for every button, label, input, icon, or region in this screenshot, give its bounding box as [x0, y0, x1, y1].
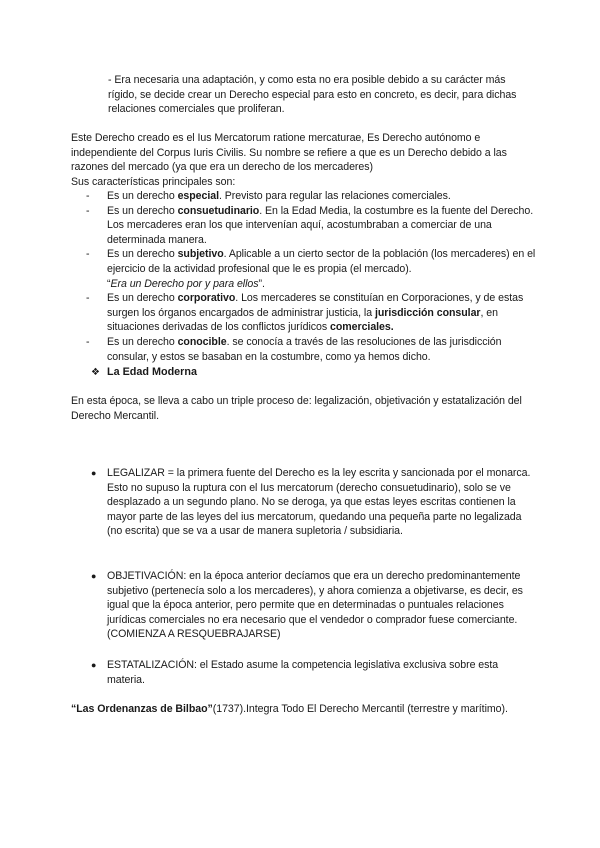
section-heading-text: La Edad Moderna [107, 366, 197, 378]
list-item-text: Es un derecho conocible. se conocía a través de las resoluciones de las jurisdicción consular, y estos se basaban en la costumbre, como ya hemos dicho. [107, 335, 502, 363]
bullet-icon: ● [91, 571, 97, 581]
edad-moderna-intro: En esta época, se lleva a cabo un triple proceso de: legalización, objetivación y estatalización del Derecho Mercantil. [71, 395, 522, 422]
ordenanzas-text: (1737).Integra Todo El Derecho Mercantil (terrestre y marítimo). [212, 703, 508, 715]
dash-marker: - [86, 248, 90, 261]
bullet-item-objetivacion [91, 569, 531, 642]
intro-paragraph: - Era necesaria una adaptación, y como esta no era posible debido a su carácter más rígido, se decide crear un Derecho especial para esto en concreto, es decir, para dichas relaciones comerciales que proliferan. [108, 74, 517, 116]
bullet-main-text: OBJETIVACIÓN: en la época anterior decíamos que era un derecho predominantemente subjetivo (pertenecía solo a los mercaderes), y ahora comienza a objetivarse, es decir, es igual que la época anterior, pero permite que en determinadas o puntuales relaciones jurídicas comerciales no era necesario que el vendedor o comprador fuese comerciante. (COMIENZA A RESQUEBRAJARSE) [107, 570, 523, 641]
bullet-icon: ● [91, 660, 97, 670]
bullet-main-text: ESTATALIZACIÓN: el Estado asume la competencia legislativa exclusiva sobre esta materia. [107, 659, 499, 686]
ordenanzas-title: “Las Ordenanzas de Bilbao” [71, 703, 213, 715]
characteristics-lead: Sus características principales son: [71, 175, 236, 188]
bullet-item-legalizar [91, 466, 531, 539]
dash-marker: - [86, 335, 90, 348]
ius-mercatorum-paragraph [71, 131, 531, 189]
list-item-text: Es un derecho subjetivo. Aplicable a un cierto sector de la población (los mercaderes) en el ejercicio de la actividad profesional que le es propia (el mercado). “Era un Derecho por y para ellos”. [107, 248, 536, 290]
list-item [86, 204, 536, 248]
diamond-bullet-icon: ❖ [91, 366, 100, 378]
ordenanzas-paragraph [71, 702, 531, 717]
bullet-sub-text: Esto no supuso la ruptura con el Ius mercatorum (derecho consuetudinario), solo se ve desplazado a un segundo plano. No se deroga, ya que estas leyes escritas contienen la mayor parte de las leyes del ius mercatorum, quedando una pequeña parte no legalizada (no escrita) que se va a usar de manera supletoria / subsidiaria. [107, 481, 522, 538]
bullet-item-estatalizacion [91, 658, 531, 687]
list-item-text: Es un derecho especial. Previsto para regular las relaciones comerciales. [107, 190, 451, 202]
list-item [86, 291, 536, 335]
list-item-text: Es un derecho corporativo. Los mercaderes se constituían en Corporaciones, y de estas surgen los órganos encargados de administrar justicia, la jurisdicción consular, en situaciones derivadas de los conflictos jurídicos comerciales. [107, 292, 524, 334]
section-heading [91, 366, 197, 378]
dash-marker: - [86, 190, 90, 202]
list-item [86, 335, 536, 364]
dash-marker: - [86, 204, 90, 217]
list-item [86, 189, 536, 204]
characteristics-list [86, 189, 536, 364]
list-item [91, 466, 531, 539]
list-item [91, 658, 531, 687]
list-item [91, 569, 531, 642]
dash-marker: - [86, 292, 90, 305]
bullet-main-text: LEGALIZAR = la primera fuente del Derecho es la ley escrita y sancionada por el monarca. [107, 467, 531, 479]
list-item [86, 247, 536, 291]
list-item-text: Es un derecho consuetudinario. En la Edad Media, la costumbre es la fuente del Derecho. Los mercaderes eran los que intervenían aquí, acostumbraban a comerciar de una determinada manera. [107, 204, 534, 246]
ius-mercatorum-text: Este Derecho creado es el Ius Mercatorum ratione mercaturae, Es Derecho autónomo e independiente del Corpus Iuris Civilis. Su nombre se refiere a que es un Derecho debido a las razones del mercado (ya que era un derecho de los mercaderes) [71, 132, 507, 174]
bullet-icon: ● [91, 468, 97, 478]
